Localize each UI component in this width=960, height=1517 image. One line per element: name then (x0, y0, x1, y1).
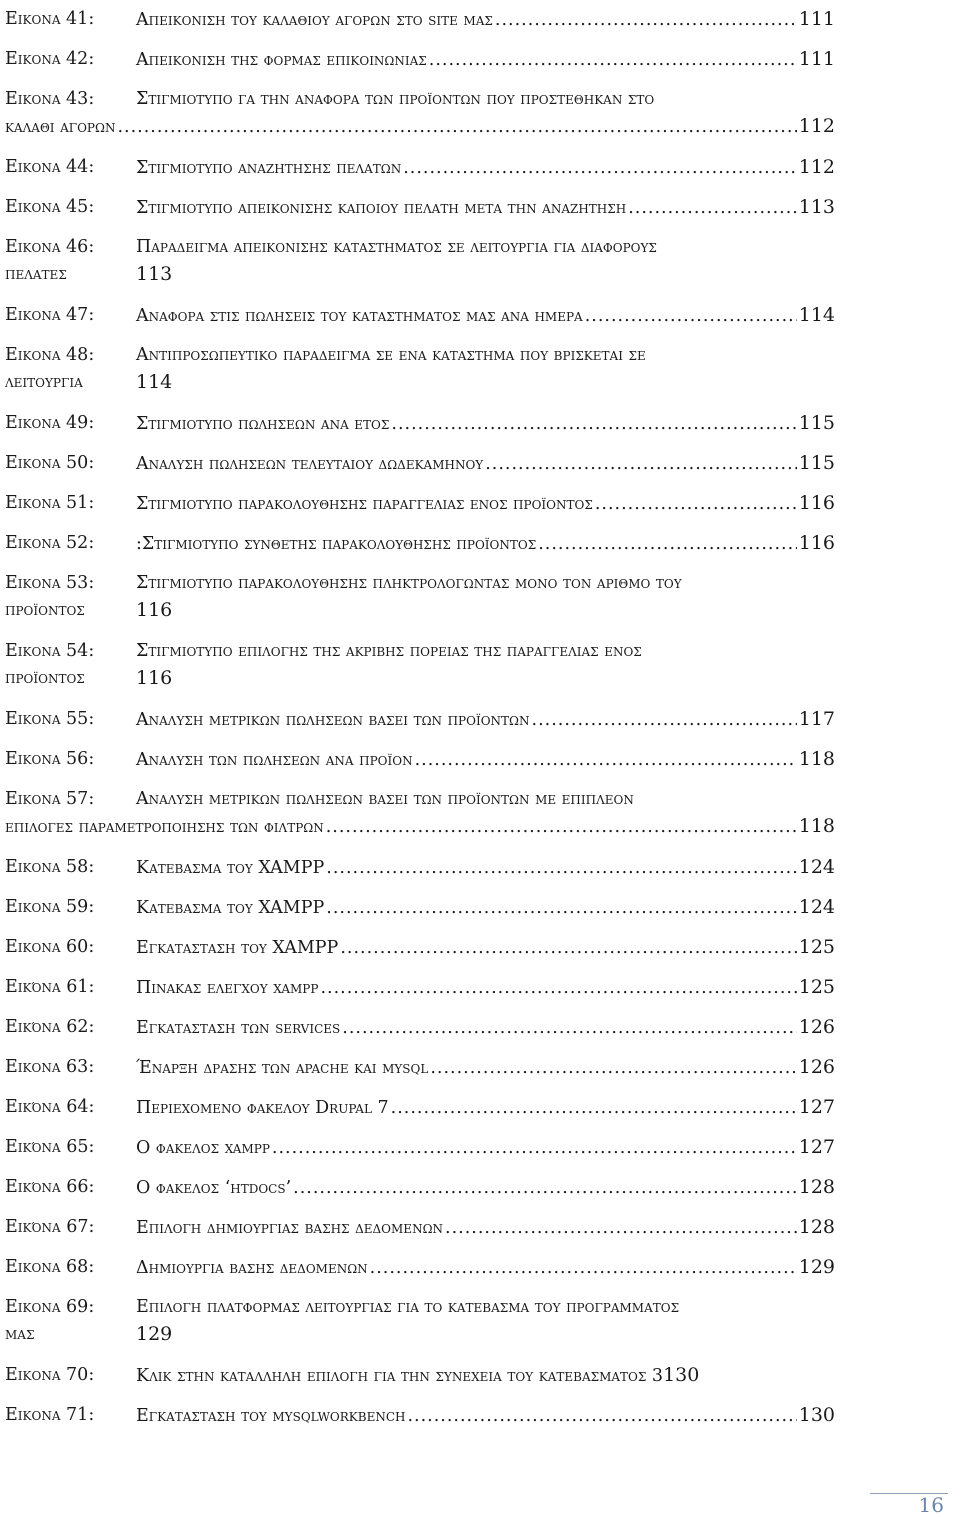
figure-title-text: Έναρξη δρασης των apache και mysql (136, 1058, 429, 1078)
toc-entry[interactable] (5, 1014, 835, 1041)
dot-leader (585, 303, 797, 330)
dot-leader (326, 855, 796, 882)
figure-page: 126 (798, 1056, 835, 1078)
toc-entry[interactable] (5, 1054, 835, 1081)
toc-entry[interactable] (5, 342, 835, 396)
figure-title-line2 (5, 813, 835, 841)
figure-title-text: Κλικ στην καταλληλη επιλογη για την συνεχεια του κατεβασματος 3 (136, 1366, 664, 1386)
dot-leader (340, 935, 796, 962)
toc-entry[interactable] (5, 1174, 835, 1201)
figure-number: Εικονα 47: (5, 305, 95, 325)
toc-entry[interactable] (5, 46, 835, 73)
figure-title-text: Στιγμιοτυπο παρακολουθησης πληκτρολογωντας μονο τον αριθμο του (136, 573, 682, 593)
figure-title-text: Στιγμιοτυπο επιλογης της ακριβης πορειας της παραγγελιας ενος (136, 641, 642, 661)
figure-title (136, 1254, 835, 1282)
figure-page: 124 (798, 856, 835, 878)
figure-page: 125 (798, 976, 835, 998)
figure-title (136, 1094, 835, 1122)
figure-title-text: Εγκατασταση του mysqlworkbench (136, 1406, 406, 1426)
figure-title-text: :Στιγμιοτυπο συνθετης παρακολουθησης προϊοντος (136, 534, 537, 554)
figure-page: 128 (798, 1176, 835, 1198)
figure-title (136, 6, 835, 34)
figure-page: 127 (798, 1136, 835, 1158)
dot-leader (430, 1055, 796, 1082)
figure-page: 113 (136, 263, 173, 285)
dot-leader (326, 895, 796, 922)
figure-title-text: Στιγμιοτυπο πωλησεων ανα ετος (136, 414, 390, 434)
figure-page: 116 (798, 532, 835, 554)
figure-number: Εικόνα 66: (5, 1177, 95, 1197)
toc-entry[interactable] (5, 154, 835, 181)
figure-title (136, 854, 835, 882)
figure-number: Εικονα 52: (5, 533, 95, 553)
dot-leader (485, 451, 797, 478)
figure-title (136, 1174, 835, 1202)
dot-leader (117, 114, 796, 141)
toc-entry[interactable] (5, 934, 835, 961)
toc-entry[interactable] (5, 1362, 835, 1389)
figure-number: Εικόνα 65: (5, 1137, 95, 1157)
figure-title-text: Στιγμιοτυπο αναζητησης πελατων (136, 158, 402, 178)
figure-page: 116 (798, 492, 835, 514)
toc-entry[interactable] (5, 746, 835, 773)
figure-number: Εικονα 46: (5, 237, 95, 257)
dot-leader (320, 975, 796, 1002)
dot-leader (272, 1135, 797, 1162)
toc-entry[interactable] (5, 6, 835, 33)
figure-title (136, 194, 835, 222)
figure-title-text: Στιγμιοτυπο παρακολουθησης παραγγελιας ενος προϊοντος (136, 494, 593, 514)
figure-title-text: Απεικονιση της φορμας επικοινωνιας (136, 50, 427, 70)
figure-title (136, 302, 835, 330)
figure-number: Εικονα 71: (5, 1405, 95, 1425)
figure-title-text: Στιγμιοτυπο γα την αναφορα των προϊοντων που προστεθηκαν στο (136, 89, 655, 109)
figure-title-text: Αντιπροσωπευτικο παραδειγμα σε ενα καταστημα που βρισκεται σε (136, 345, 646, 365)
figure-title-text: Ο φακελος xampp (136, 1138, 270, 1158)
figure-title (136, 154, 835, 182)
figure-title (136, 450, 835, 478)
figure-title-continuation: λειτουργια (5, 372, 83, 392)
figure-title (136, 1294, 835, 1348)
figure-title (136, 342, 835, 396)
dot-leader (538, 531, 797, 558)
dot-leader (429, 47, 797, 74)
figure-title-text: Εγκατασταση των services (136, 1018, 341, 1038)
figure-page: 115 (798, 452, 835, 474)
figure-number: Εικονα 60: (5, 937, 95, 957)
figure-page: 118 (798, 815, 835, 837)
figure-page: 112 (798, 115, 835, 137)
toc-entry[interactable] (5, 894, 835, 921)
toc-entry[interactable] (5, 1214, 835, 1241)
figure-title (136, 894, 835, 922)
figure-number: Εικόνα 64: (5, 1097, 95, 1117)
figure-title (136, 1014, 835, 1042)
figure-title (136, 786, 835, 813)
figure-title-text: Δημιουργια βασης δεδομενων (136, 1258, 368, 1278)
figure-page: 111 (798, 48, 835, 70)
toc-entry[interactable] (5, 1294, 835, 1348)
figure-number: Εικονα 49: (5, 413, 95, 433)
figure-page: 114 (798, 304, 835, 326)
toc-entry[interactable] (5, 706, 835, 733)
toc-entry[interactable] (5, 450, 835, 477)
figure-title (136, 746, 835, 774)
figure-title-continuation: καλαθι αγορων (5, 117, 116, 137)
toc-entry[interactable] (5, 854, 835, 881)
figure-number: Εικονα 59: (5, 897, 95, 917)
figure-title (136, 1054, 835, 1082)
figure-page: 117 (798, 708, 835, 730)
figure-title-line2 (5, 113, 835, 141)
toc-entry[interactable] (5, 234, 835, 288)
dot-leader (495, 7, 797, 34)
figure-number: Εικονα 58: (5, 857, 95, 877)
figure-title (136, 1402, 835, 1430)
figure-number: Εικονα 69: (5, 1297, 95, 1317)
figure-page: 125 (798, 936, 835, 958)
figure-title-text: Πινακας ελεγχου xampp (136, 978, 319, 998)
figure-number: Εικονα 53: (5, 573, 95, 593)
dot-leader (391, 1095, 797, 1122)
toc-entry[interactable] (5, 1402, 835, 1429)
dot-leader (326, 814, 797, 841)
dot-leader (293, 1175, 797, 1202)
toc-entry[interactable] (5, 570, 835, 624)
figure-title (136, 490, 835, 518)
figure-number: Εικονα 42: (5, 49, 95, 69)
figure-page: 116 (136, 667, 173, 689)
toc-entry[interactable] (5, 1254, 835, 1281)
figure-title-text: Απεικονιση του καλαθιου αγορων στο site μας (136, 10, 493, 30)
figure-title (136, 974, 835, 1002)
figure-title-continuation: προϊοντος (5, 600, 85, 620)
page-number: 16 (918, 1493, 944, 1517)
figure-title-text: Επιλογη δημιουργιας βασης δεδομενων (136, 1218, 444, 1238)
figure-title-continuation: πελατες (5, 264, 67, 284)
figure-number: Εικονα 41: (5, 9, 95, 29)
figure-page: 129 (798, 1256, 835, 1278)
figure-number: Εικονα 55: (5, 709, 95, 729)
figure-title-text: Κατεβασμα του XAMPP (136, 898, 325, 918)
figure-title-text: Αναλυση πωλησεων τελευταιου δωδεκαμηνου (136, 454, 484, 474)
toc-entry[interactable] (5, 194, 835, 221)
figure-number: Εικονα 54: (5, 641, 95, 661)
figure-page: 115 (798, 412, 835, 434)
figure-number: Εικονα 68: (5, 1257, 95, 1277)
figure-page: 129 (136, 1323, 173, 1345)
figure-title-text: Επιλογη πλατφορμας λειτουργιας για το κατεβασμα του προγραμματος (136, 1297, 680, 1317)
figure-number: Εικονα 70: (5, 1365, 95, 1385)
figure-title-text: Ο φακελος ‘htdocs’ (136, 1178, 292, 1198)
figure-page: 116 (136, 599, 173, 621)
figure-page: 127 (798, 1096, 835, 1118)
figure-title-continuation: προϊοντος (5, 668, 85, 688)
dot-leader (391, 411, 796, 438)
dot-leader (407, 1403, 796, 1430)
toc-entry[interactable] (5, 638, 835, 692)
figure-number: Εικονα 45: (5, 197, 95, 217)
figure-number: Εικόνα 61: (5, 977, 95, 997)
figure-title-text: Αναλυση μετρικων πωλησεων βασει των προϊοντων με επιπλεον (136, 789, 634, 809)
figure-number: Εικονα 44: (5, 157, 95, 177)
figure-title (136, 410, 835, 438)
dot-leader (403, 155, 797, 182)
toc-entry[interactable] (5, 302, 835, 329)
figure-page: 113 (798, 196, 835, 218)
figure-page: 130 (798, 1404, 835, 1426)
figure-title (136, 706, 835, 734)
toc-entry[interactable] (5, 786, 835, 840)
figure-page: 124 (798, 896, 835, 918)
figure-title (136, 234, 835, 288)
dot-leader (342, 1015, 796, 1042)
toc-entry[interactable] (5, 1134, 835, 1161)
figure-number: Εικονα 50: (5, 453, 95, 473)
figure-page: 130 (663, 1364, 700, 1386)
figure-title-text: Αναφορα στις πωλησεις του καταστηματος μας ανα ημερα (136, 306, 583, 326)
figure-title-text: Αναλυση μετρικων πωλησεων βασει των προϊοντων (136, 710, 530, 730)
dot-leader (445, 1215, 797, 1242)
figure-page: 128 (798, 1216, 835, 1238)
dot-leader (532, 707, 797, 734)
figure-title-continuation: μας (5, 1324, 35, 1344)
toc-entry[interactable] (5, 86, 835, 140)
figure-title-text: Περιεχομενο φακελου Drupal 7 (136, 1098, 389, 1118)
dot-leader (595, 491, 797, 518)
figure-title-continuation: επιλογες παραμετροποιησης των φιλτρων (5, 817, 324, 837)
figure-title-text: Αναλυση των πωλησεων ανα προϊον (136, 750, 413, 770)
figure-number: Εικόνα 62: (5, 1017, 95, 1037)
figure-title (136, 1214, 835, 1242)
figure-page: 114 (136, 371, 173, 393)
dot-leader (628, 195, 797, 222)
figure-title (136, 638, 835, 692)
figure-title (136, 46, 835, 74)
figure-title-text: Εγκατασταση του XAMPP (136, 938, 339, 958)
figure-title-text: Κατεβασμα του XAMPP (136, 858, 325, 878)
figure-number: Εικονα 57: (5, 789, 95, 809)
dot-leader (370, 1255, 797, 1282)
figure-title-text: Στιγμιοτυπο απεικονισης καποιου πελατη μετα την αναζητηση (136, 198, 627, 218)
figure-number: Εικονα 56: (5, 749, 95, 769)
figure-page: 111 (798, 8, 835, 30)
figure-page: 126 (798, 1016, 835, 1038)
figure-number: Εικόνα 67: (5, 1217, 95, 1237)
figure-title-text: Παραδειγμα απεικονισης καταστηματος σε λειτουργια για διαφορους (136, 237, 657, 257)
toc-entry[interactable] (5, 410, 835, 437)
figure-title (136, 934, 835, 962)
figure-number: Εικονα 51: (5, 493, 95, 513)
figure-page: 112 (798, 156, 835, 178)
figure-page: 118 (798, 748, 835, 770)
dot-leader (415, 747, 797, 774)
figure-number: Εικονα 63: (5, 1057, 95, 1077)
figure-title (136, 530, 835, 558)
toc-entry[interactable] (5, 490, 835, 517)
figure-title (136, 86, 835, 113)
toc-entry[interactable] (5, 530, 835, 557)
toc-entry[interactable] (5, 974, 835, 1001)
figure-title (136, 1362, 835, 1390)
figure-title (136, 1134, 835, 1162)
figure-number: Εικονα 43: (5, 89, 95, 109)
figure-number: Εικονα 48: (5, 345, 95, 365)
figure-title (136, 570, 835, 624)
toc-entry[interactable] (5, 1094, 835, 1121)
